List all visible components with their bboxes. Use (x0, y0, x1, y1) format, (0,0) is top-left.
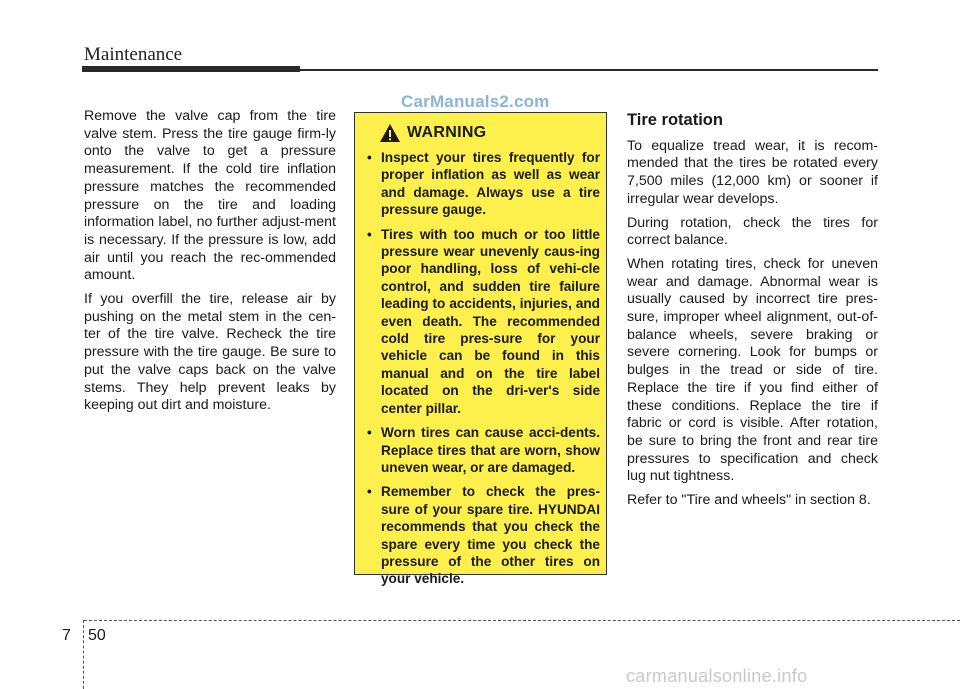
footer-divider (83, 620, 84, 689)
bullet: • (367, 226, 372, 242)
section-title: Tire rotation (627, 111, 723, 129)
warning-triangle-icon (379, 123, 401, 143)
bullet: • (367, 484, 372, 500)
right-paragraph: Refer to "Tire and wheels" in section 8. (627, 492, 871, 509)
right-paragraph: During rotation, check the tires for correct balance. (627, 214, 878, 249)
right-paragraph: When rotating tires, check for uneven wear and damage. Abnormal wear is usually caused by incorrect tire pres-sure, improper wheel alignment, out-of-balance wheels, severe braking or severe cornering. Look for bumps or bulges in the tread or side of tire. Replace the tire if you find either of these conditions. Replace the tire if fabric or cord is visible. After rotation, be sure to bring the front and rear tire pressures to specification and check lug nut tightness. (627, 255, 878, 485)
header-title: Maintenance (84, 44, 183, 65)
bullet: • (367, 425, 372, 441)
warning-item-text: Inspect your tires frequently for proper inflation as well as wear and damage. Always use a tire pressure gauge. (381, 150, 600, 218)
bullet: • (367, 150, 372, 165)
warning-item (365, 483, 600, 587)
page-number: 50 (88, 627, 106, 644)
watermark-bottom: carmanualsonline.info (626, 666, 808, 686)
watermark-top: CarManuals2.com (401, 92, 550, 111)
left-column (84, 108, 336, 421)
header-rule-thick (82, 66, 300, 72)
warning-box (354, 112, 607, 587)
header-rule-thin (300, 69, 878, 71)
warning-item (365, 424, 600, 476)
warning-header (379, 123, 600, 143)
footer-rule (84, 620, 960, 621)
warning-item (365, 226, 600, 417)
left-paragraph: If you overfill the tire, release air by pushing on the metal stem in the cen-ter of the tire valve. Recheck the tire pressure with the tire gauge. Be sure to put the valve caps back on the valve stems. They help prevent leaks by keeping out dirt and moisture. (84, 291, 336, 414)
warning-title: WARNING (407, 124, 487, 141)
warning-item (365, 149, 600, 219)
warning-list (365, 149, 600, 588)
right-column (627, 108, 878, 516)
left-paragraph: Remove the valve cap from the tire valve stem. Press the tire gauge firm-ly onto the valve to get a pressure measurement. If the cold tire inflation pressure matches the recommended pressure on the tire and loading information label, no further adjust-ment is necessary. If the pressure is low, add air until you reach the rec-ommended amount. (84, 108, 336, 284)
page-section: 7 (62, 627, 71, 644)
warning-item-text: Worn tires can cause acci-dents. Replace tires that are worn, show uneven wear, or are damaged. (381, 425, 600, 475)
right-paragraph: To equalize tread wear, it is recom-mended that the tires be rotated every 7,500 miles (12,000 km) or sooner if irregular wear develops. (627, 137, 878, 207)
warning-item-text: Remember to check the pres-sure of your spare tire. HYUNDAI recommends that you check the spare every time you check the pressure of the other tires on your vehicle. (381, 484, 600, 587)
warning-item-text: Tires with too much or too little pressure wear unevenly caus-ing poor handling, loss of vehi-cle control, and sudden tire failure leading to accidents, injuries, and even death. The recommended cold tire pres-sure for your vehicle can be found in this manual and on the tire label located on the dri-ver's side center pillar. (381, 226, 600, 416)
